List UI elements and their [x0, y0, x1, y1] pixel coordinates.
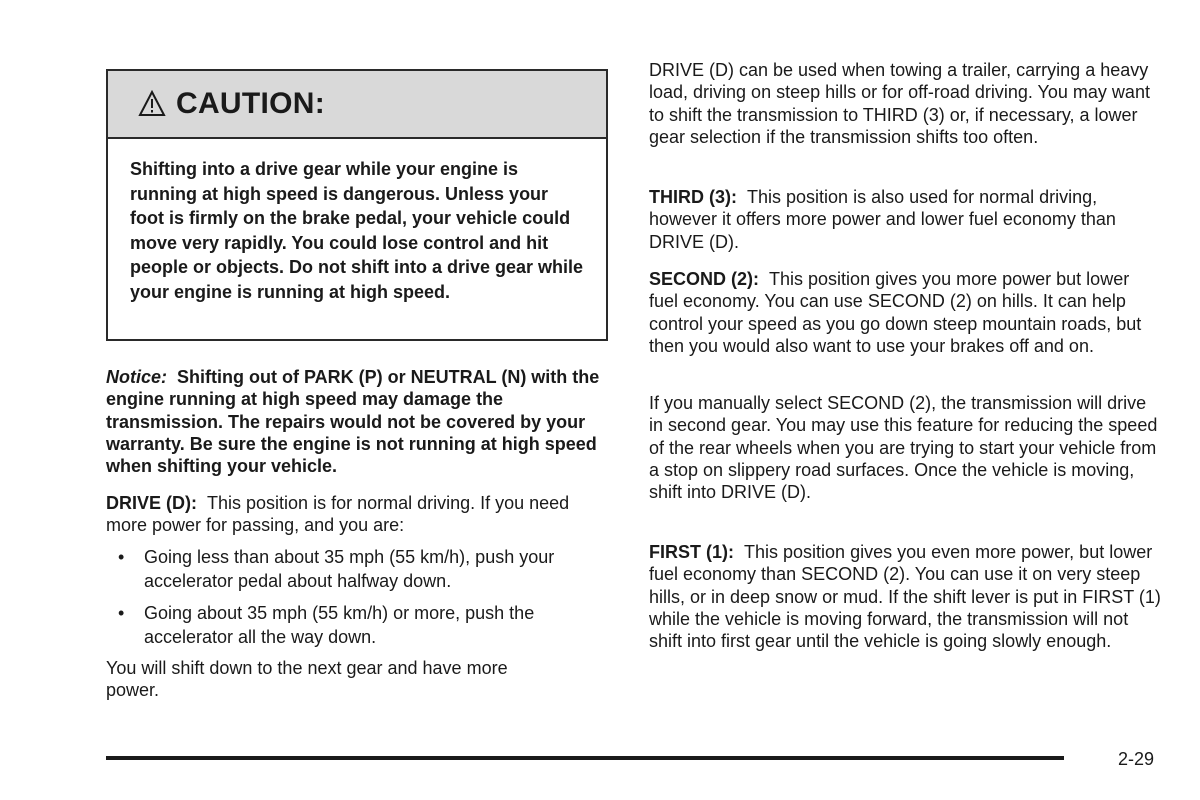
page-number: 2-29 — [1118, 749, 1155, 769]
second-paragraph — [649, 268, 1161, 357]
drive-bullet-list — [106, 545, 612, 657]
first-text: This position gives you even more power, but lower fuel economy than SECOND (2). You can use it on very steep hills, or in deep snow or mud. If the shift lever is put in FIRST (1) while the vehicle is moving forward, the transmission will not shift into first gear until the vehicle is going slowly enough. — [649, 542, 1161, 652]
bullet-text: Going less than about 35 mph (55 km/h), push your accelerator pedal about halfway down. — [144, 547, 555, 591]
caution-title: CAUTION: — [176, 87, 326, 120]
first-paragraph — [649, 541, 1161, 652]
caution-body: Shifting into a drive gear while your engine is running at high speed is dangerous. Unless your foot is firmly on the brake pedal, your vehicle could move very rapidly. You could lose control and hit people or objects. Do not shift into a drive gear while your engine is running at high speed. — [130, 159, 584, 302]
third-text: This position is also used for normal driving, however it offers more power and lower fuel economy than DRIVE (D). — [649, 187, 1116, 252]
drive-text: This position is for normal driving. If you need more power for passing, and you are: — [106, 493, 570, 536]
warning-triangle-icon — [138, 90, 166, 118]
first-label: FIRST (1): — [649, 542, 734, 562]
drive-towing-paragraph: DRIVE (D) can be used when towing a trailer, carrying a heavy load, driving on steep hills or for off-road driving. You may want to shift the transmission to THIRD (3) or, if necessary, a lower gear selection if the transmission shifts too often. — [649, 60, 1150, 147]
footer-rule — [106, 756, 1064, 760]
notice-text: Shifting out of PARK (P) or NEUTRAL (N) with the engine running at high speed may damage the transmission. The repairs would not be covered by your warranty. Be sure the engine is not running at high speed when shifting your vehicle. — [106, 367, 600, 477]
bullet-icon: • — [118, 603, 125, 623]
third-label: THIRD (3): — [649, 187, 737, 207]
notice-paragraph — [106, 366, 612, 477]
caution-header — [108, 71, 606, 139]
drive-paragraph — [106, 492, 612, 537]
shift-down-paragraph: You will shift down to the next gear and have more power. — [106, 658, 508, 701]
third-paragraph — [649, 186, 1161, 253]
notice-label: Notice: — [106, 367, 168, 387]
caution-box — [106, 69, 608, 341]
list-item — [106, 545, 612, 593]
bullet-text: Going about 35 mph (55 km/h) or more, push the accelerator all the way down. — [144, 603, 535, 647]
bullet-icon: • — [118, 547, 125, 567]
second-text: This position gives you more power but lower fuel economy. You can use SECOND (2) on hills. It can help control your speed as you go down steep mountain roads, but then you would also want to use your brakes off and on. — [649, 269, 1142, 356]
drive-label: DRIVE (D): — [106, 493, 197, 513]
manual-second-paragraph: If you manually select SECOND (2), the transmission will drive in second gear. You may use this feature for reducing the speed of the rear wheels when you are trying to start your vehicle from a stop on slippery road surfaces. Once the vehicle is moving, shift into DRIVE (D). — [649, 393, 1158, 503]
list-item — [106, 601, 612, 649]
second-label: SECOND (2): — [649, 269, 760, 289]
